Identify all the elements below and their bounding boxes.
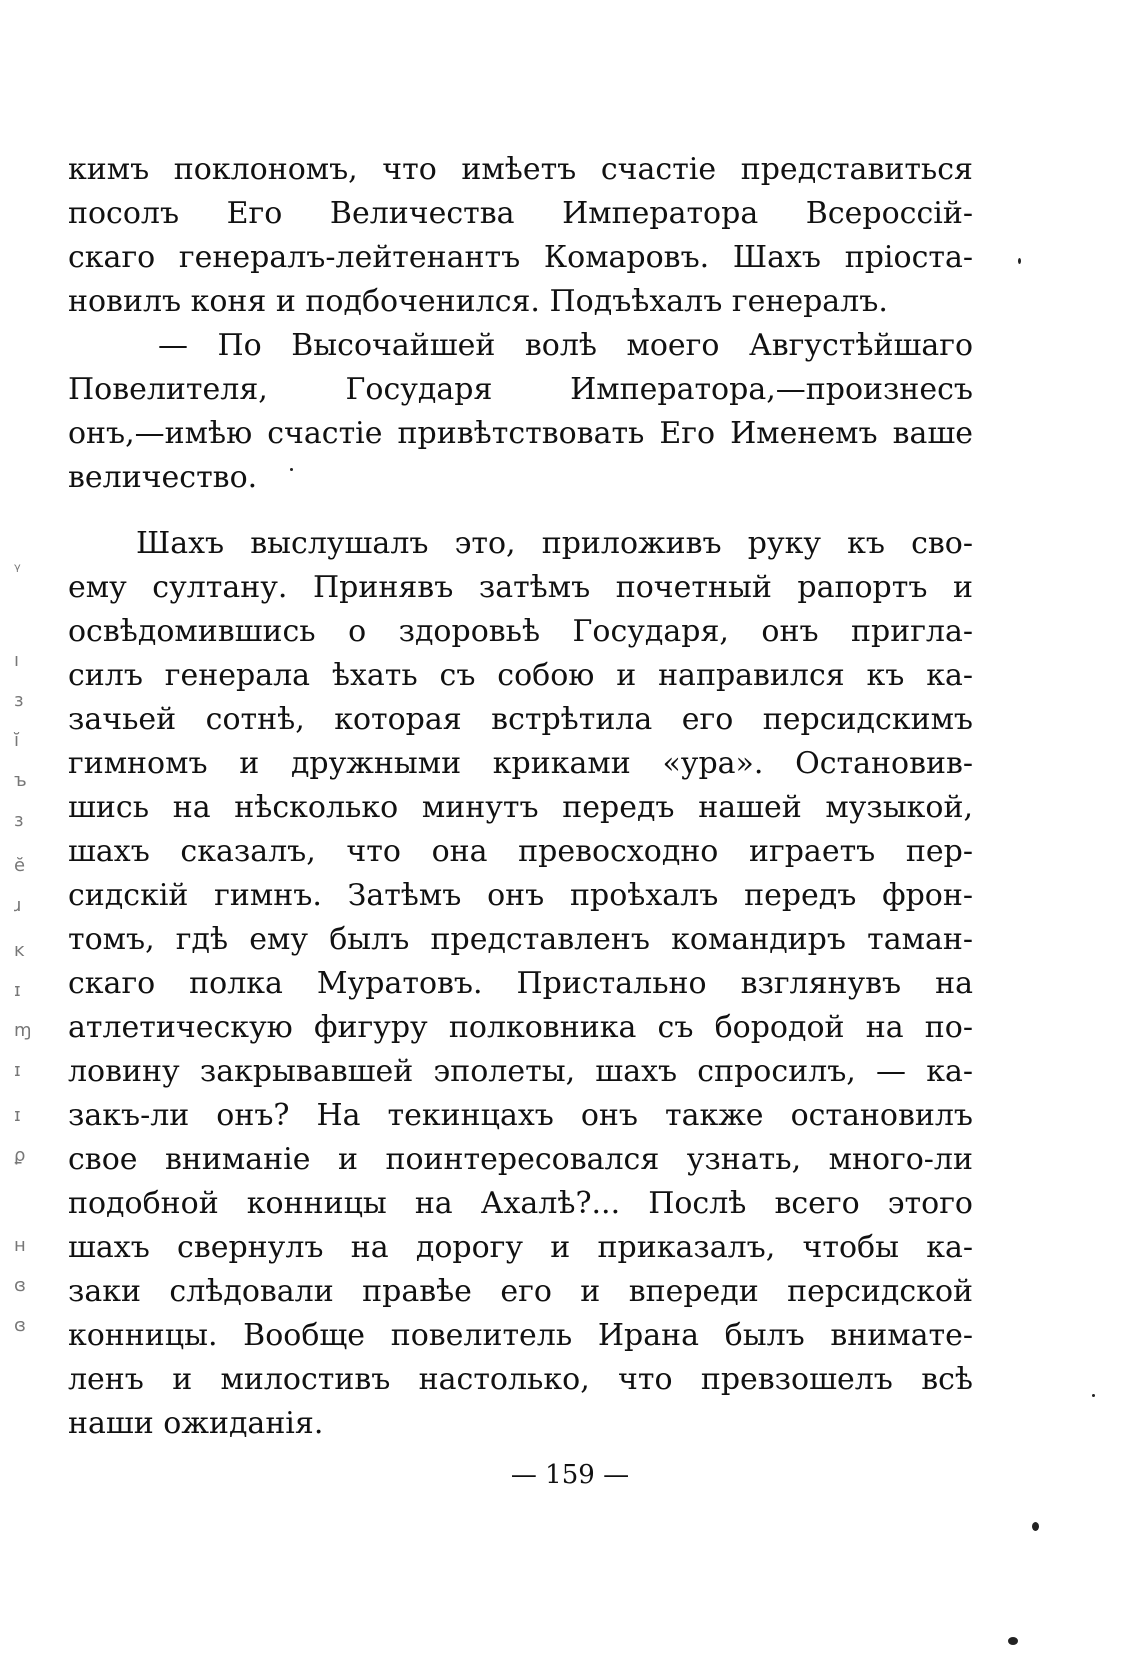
- gutter-mark: ĸ: [14, 940, 25, 961]
- text-line: освѣдомившись о здоровьѣ Государя, онъ пригла-: [68, 614, 973, 649]
- text-line: атлетическую фигуру полковника съ бородой на по-: [68, 1010, 973, 1045]
- text-line: зачьей сотнѣ, которая встрѣтила его персидскимъ: [68, 702, 973, 737]
- text-line: кимъ поклономъ, что имѣетъ счастіе представиться: [68, 152, 973, 187]
- text-line: скаго генералъ-лейтенантъ Комаровъ. Шахъ пріоста-: [68, 240, 973, 275]
- gutter-mark: ɜ: [14, 810, 24, 831]
- text-line: силъ генерала ѣхать съ собою и направился къ ка-: [68, 658, 973, 693]
- text-line: Повелителя, Государя Императора,—произнесъ: [68, 372, 973, 407]
- gutter-mark: ϼ: [14, 1145, 26, 1166]
- gutter-mark: ɜ: [14, 690, 24, 711]
- gutter-mark: ĕ: [14, 855, 26, 876]
- text-line: закъ-ли онъ? На текинцахъ онъ также остановилъ: [68, 1098, 973, 1133]
- body-text: [68, 148, 973, 1446]
- text-line: сидскій гимнъ. Затѣмъ онъ проѣхалъ передъ фрон-: [68, 878, 973, 913]
- page-number: — 159 —: [510, 1460, 630, 1490]
- text-line: конницы. Вообще повелитель Ирана былъ внимате-: [68, 1318, 973, 1353]
- left-gutter-bleed-through: [14, 230, 46, 1570]
- text-line: Шахъ выслушалъ это, приложивъ руку къ сво-: [136, 526, 973, 561]
- gutter-mark: ɞ: [14, 1275, 26, 1296]
- text-line: новилъ коня и подбоченился. Подъѣхалъ генералъ.: [68, 284, 888, 319]
- gutter-mark: ъ: [14, 770, 27, 791]
- ink-speck: [290, 468, 293, 471]
- text-line: шись на нѣсколько минутъ передъ нашей музыкой,: [68, 790, 973, 825]
- text-line: посолъ Его Величества Императора Всероссій-: [68, 196, 973, 231]
- text-line: наши ожиданія.: [68, 1406, 324, 1441]
- text-line: скаго полка Муратовъ. Пристально взглянувъ на: [68, 966, 973, 1001]
- ink-speck: [1018, 258, 1021, 264]
- gutter-mark: ĭ: [14, 730, 20, 751]
- text-line: онъ,—имѣю счастіе привѣтствовать Его Именемъ ваше: [68, 416, 973, 451]
- text-line: ему султану. Принявъ затѣмъ почетный рапортъ и: [68, 570, 973, 605]
- text-line: томъ, гдѣ ему былъ представленъ командиръ таман-: [68, 922, 973, 957]
- gutter-mark: ɪ: [14, 980, 21, 1001]
- text-line: — По Высочайшей волѣ моего Августѣйшаго: [158, 328, 973, 363]
- gutter-mark: ɪ: [14, 1060, 21, 1081]
- text-line: свое вниманіе и поинтересовался узнать, много-ли: [68, 1142, 973, 1177]
- text-line: величество.: [68, 460, 258, 495]
- text-line: ленъ и милостивъ настолько, что превзошелъ всѣ: [68, 1362, 973, 1397]
- ink-speck: [1092, 1394, 1095, 1397]
- text-line: гимномъ и дружными криками «ура». Остановив-: [68, 746, 973, 781]
- text-line: шахъ свернулъ на дорогу и приказалъ, чтобы ка-: [68, 1230, 973, 1265]
- gutter-mark: ɱ: [14, 1020, 32, 1041]
- text-line: заки слѣдовали правѣе его и впереди персидской: [68, 1274, 973, 1309]
- text-line: шахъ сказалъ, что она превосходно играетъ пер-: [68, 834, 973, 869]
- gutter-mark: ɪ: [14, 1105, 21, 1126]
- gutter-mark: ᵞ: [14, 560, 21, 581]
- ink-speck: [1008, 1637, 1018, 1645]
- paragraph-gap: [68, 500, 973, 522]
- gutter-mark: ı: [14, 650, 20, 671]
- gutter-mark: ʜ: [14, 1235, 26, 1256]
- text-line: ловину закрывавшей эполеты, шахъ спросилъ, — ка-: [68, 1054, 973, 1089]
- text-line: подобной конницы на Ахалѣ?... Послѣ всего этого: [68, 1186, 973, 1221]
- ink-speck: [1032, 1522, 1039, 1531]
- gutter-mark: ɞ: [14, 1315, 26, 1336]
- gutter-mark: ɹ: [14, 895, 22, 916]
